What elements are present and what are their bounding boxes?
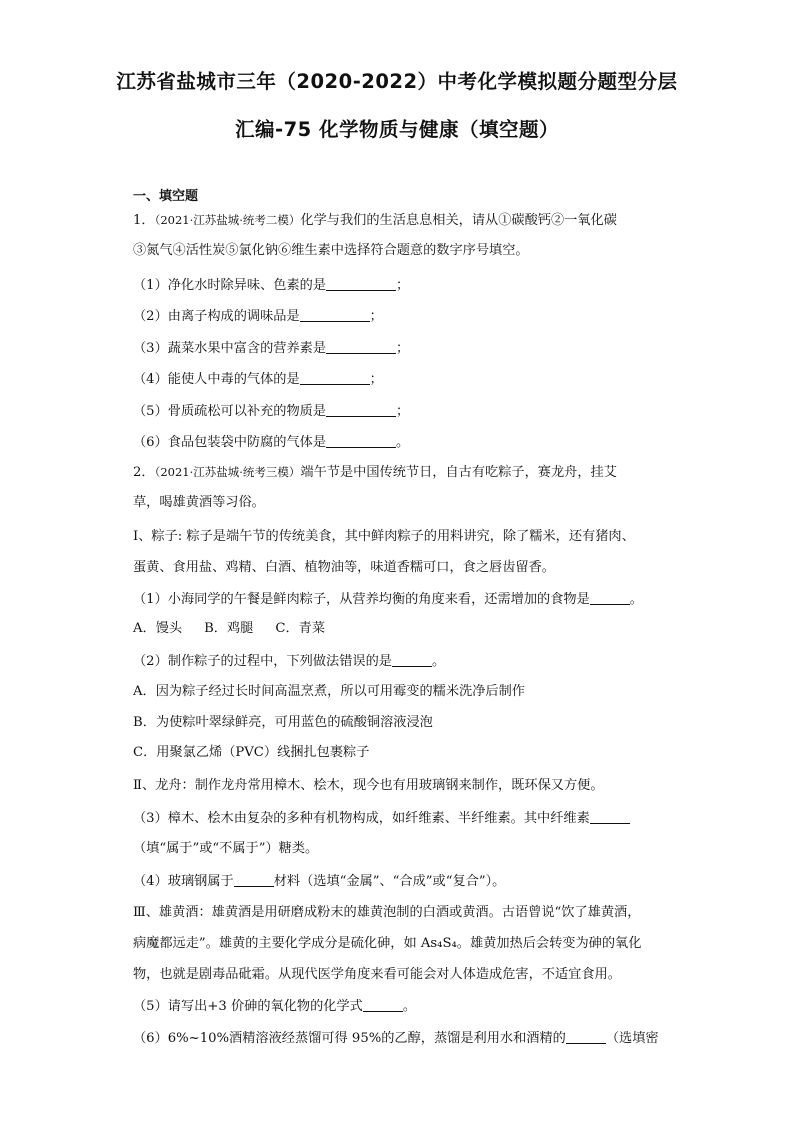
q1-sub2-label: （2）由离子构成的调味品是 <box>133 309 300 324</box>
option-b[interactable]: B．鸡腿 <box>204 621 254 636</box>
q2-stem-line1 <box>133 466 617 479</box>
option-a[interactable]: A．馒头 <box>133 621 183 636</box>
q2-sub4-rest: 材料（选填“金属”、“合成”或“复合”）。 <box>273 874 506 889</box>
q1-source: （2021·江苏盐城·统考二模） <box>154 213 301 227</box>
q2-sub2-option-b[interactable]: B．为使粽叶翠绿鲜亮，可用蓝色的硫酸铜溶液浸泡 <box>133 715 433 730</box>
answer-blank[interactable] <box>326 404 396 417</box>
q2-sub2 <box>133 654 445 668</box>
q2-sub3-label: （3）樟木、桧木由复杂的多种有机物构成，如纤维素、半纤维素。其中纤维素 <box>133 811 590 826</box>
q2-sub1-options <box>133 622 325 635</box>
q2-sub6-rest: （选填密 <box>605 1031 659 1046</box>
answer-blank[interactable] <box>326 278 396 291</box>
punct: ； <box>369 309 383 324</box>
q2-sub2-option-c[interactable]: C．用聚氯乙烯（PVC）线捆扎包裹粽子 <box>133 745 370 760</box>
section-heading: 一、填空题 <box>133 189 199 204</box>
q1-stem-text1: 化学与我们的生活息息相关，请从①碳酸钙②一氧化碳 <box>300 213 617 228</box>
q2-sub1-label: （1）小海同学的午餐是鲜肉粽子，从营养均衡的角度来看，还需增加的食物是 <box>133 592 590 607</box>
q2-part3-line2: 病魔都远走”。雄黄的主要化学成分是硫化砷，如 As₄S₄。雄黄加热后会转变为砷的氧化 <box>133 936 642 951</box>
q2-part3-line3: 物，也就是剧毒品砒霜。从现代医学角度来看可能会对人体造成危害，不适宜食用。 <box>133 967 621 982</box>
answer-blank[interactable] <box>300 372 370 385</box>
q1-sub1-label: （1）净化水时除异味、色素的是 <box>133 278 327 293</box>
q1-sub3-label: （3）蔬菜水果中富含的营养素是 <box>133 341 327 356</box>
q1-sub5 <box>133 404 409 418</box>
answer-blank[interactable] <box>326 341 396 354</box>
answer-blank[interactable] <box>363 999 403 1012</box>
q1-sub6 <box>133 435 409 449</box>
q1-sub2 <box>133 309 383 323</box>
q2-stem-line2: 草，喝雄黄酒等习俗。 <box>133 495 265 510</box>
answer-blank[interactable] <box>300 309 370 322</box>
q1-sub5-label: （5）骨质疏松可以补充的物质是 <box>133 404 327 419</box>
answer-blank[interactable] <box>590 592 630 605</box>
q2-sub6 <box>133 1031 659 1045</box>
answer-blank[interactable] <box>326 435 396 448</box>
answer-blank[interactable] <box>590 811 630 824</box>
q2-part1-line2: 蛋黄、食用盐、鸡精、白酒、植物油等，味道香糯可口，食之唇齿留香。 <box>133 560 555 575</box>
q2-number: 2． <box>133 465 155 480</box>
q2-sub4-label: （4）玻璃钢属于 <box>133 874 234 889</box>
punct: 。 <box>629 592 643 607</box>
q2-sub6-label: （6）6%~10%酒精溶液经蒸馏可得 95%的乙醇，蒸馏是利用水和酒精的 <box>133 1031 566 1046</box>
q2-sub3-line1 <box>133 811 630 825</box>
option-c[interactable]: C．青菜 <box>275 621 326 636</box>
q1-sub4 <box>133 372 383 386</box>
answer-blank[interactable] <box>392 654 432 667</box>
document-title-line1: 江苏省盐城市三年（2020-2022）中考化学模拟题分题型分层 <box>116 70 678 93</box>
q2-sub5-label: （5）请写出+3 价砷的氧化物的化学式 <box>133 999 363 1014</box>
answer-blank[interactable] <box>234 874 274 887</box>
q2-sub5 <box>133 999 416 1013</box>
punct: ； <box>396 404 410 419</box>
q1-stem-line1 <box>133 214 617 227</box>
q2-source: （2021·江苏盐城·统考三模） <box>154 465 301 479</box>
q2-part2: Ⅱ、龙舟：制作龙舟常用樟木、桧木，现今也有用玻璃钢来制作，既环保又方便。 <box>133 778 604 793</box>
q1-sub4-label: （4）能使人中毒的气体的是 <box>133 372 300 387</box>
q1-number: 1． <box>133 213 155 228</box>
answer-blank[interactable] <box>566 1031 606 1044</box>
q2-sub1 <box>133 592 643 606</box>
q2-part3-line1: Ⅲ、雄黄酒：雄黄酒是用研磨成粉末的雄黄泡制的白酒或黄酒。古语曾说“饮了雄黄酒， <box>133 905 641 920</box>
q1-sub3 <box>133 341 409 355</box>
q1-sub6-label: （6）食品包装袋中防腐的气体是 <box>133 435 327 450</box>
q1-stem-line2: ③氮气④活性炭⑤氯化钠⑥维生素中选择符合题意的数字序号填空。 <box>133 243 529 258</box>
q2-part1-line1: Ⅰ、粽子: 粽子是端午节的传统美食，其中鲜肉粽子的用料讲究，除了糯米，还有猪肉、 <box>133 529 635 544</box>
q2-stem-text1: 端午节是中国传统节日，自古有吃粽子，赛龙舟，挂艾 <box>300 465 617 480</box>
q2-sub3-line2: （填“属于”或“不属于”）糖类。 <box>133 841 319 856</box>
document-title-line2: 汇编-75 化学物质与健康（填空题） <box>234 118 560 141</box>
punct: ； <box>396 341 410 356</box>
q2-sub4 <box>133 874 505 888</box>
punct: ； <box>396 278 410 293</box>
punct: 。 <box>396 435 410 450</box>
q1-sub1 <box>133 278 409 292</box>
punct: 。 <box>431 654 446 669</box>
q2-sub2-option-a[interactable]: A．因为粽子经过长时间高温烹煮，所以可用霉变的糯米洗净后制作 <box>133 684 525 699</box>
punct: 。 <box>402 999 417 1014</box>
q2-sub2-label: （2）制作粽子的过程中，下列做法错误的是 <box>133 654 392 669</box>
punct: ； <box>369 372 383 387</box>
